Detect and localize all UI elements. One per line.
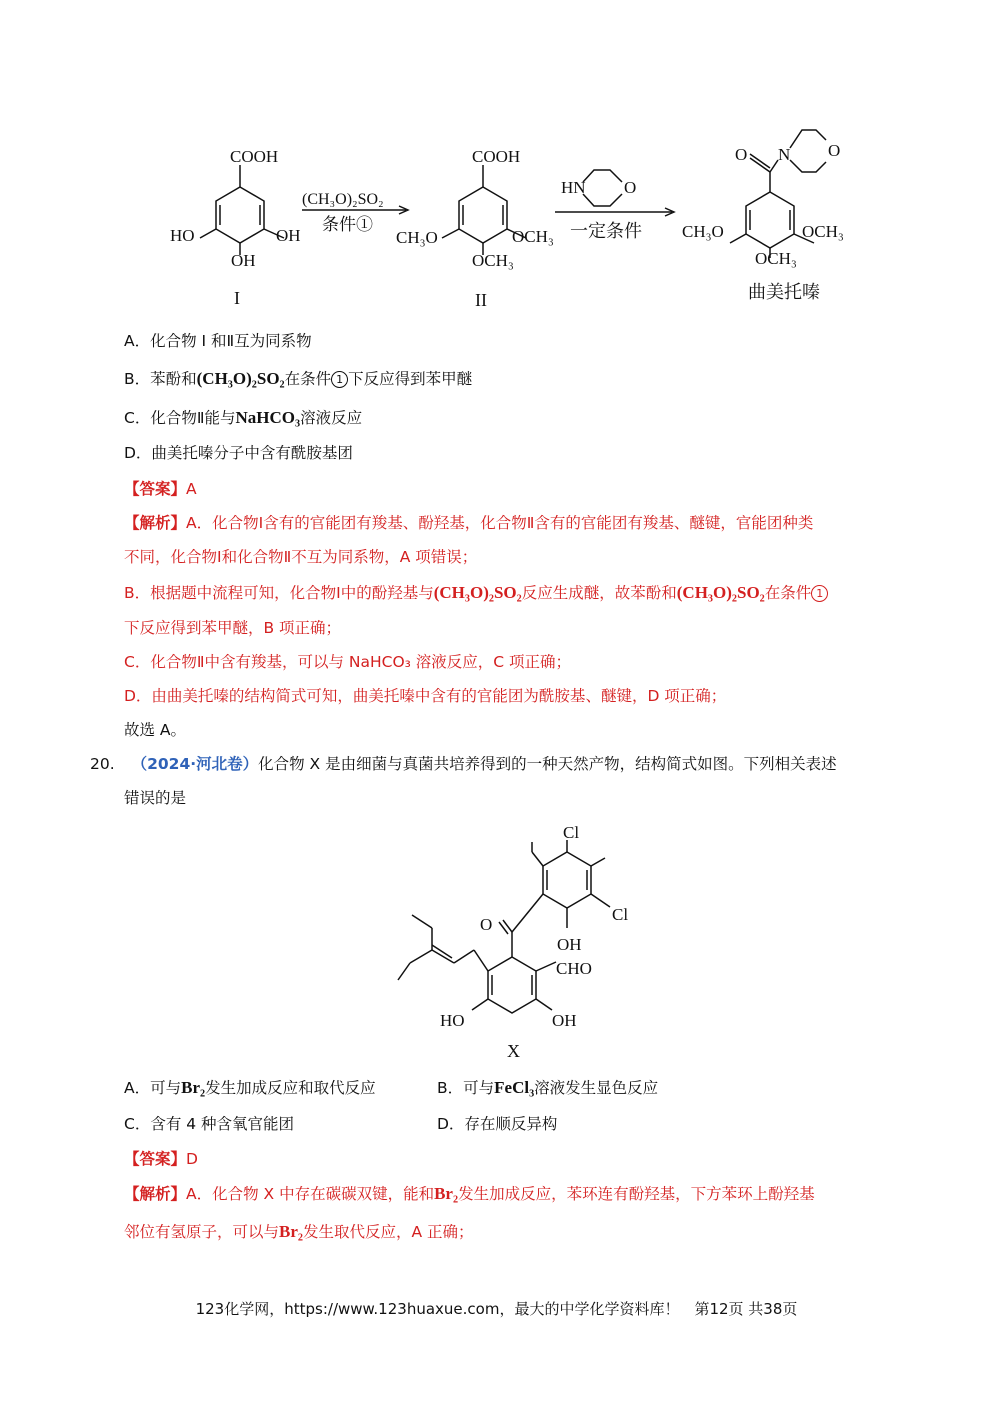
- mol3-ring-o: O: [828, 141, 841, 160]
- q20-option-c: C．含有 4 种含氧官能团: [124, 1115, 295, 1133]
- q19-option-b: B．苯酚和(CH₃O)₂SO₂在条件 1 下反应得到苯甲醚: [124, 369, 473, 388]
- q20-option-b: B．可与FeCl₃溶液发生显色反应: [437, 1078, 659, 1097]
- q19-option-d: D．曲美托嗪分子中含有酰胺基团: [124, 444, 353, 462]
- chem-formula: (CH₃O)₂SO₂: [196, 369, 285, 388]
- mol1-bottom-oh: OH: [231, 251, 256, 270]
- arrow1-condition: 条件①: [322, 215, 373, 234]
- q19-explanation-1a: 【解析】A．化合物Ⅰ含有的官能团有羧基、酚羟基，化合物Ⅱ含有的官能团有羧基、醚键，官能团种类: [124, 514, 814, 532]
- x-label: X: [507, 1041, 520, 1061]
- x-oh-right: OH: [552, 1011, 577, 1030]
- q19-option-c: C．化合物Ⅱ能与NaHCO₃溶液反应: [124, 408, 363, 427]
- circled-number: 1: [331, 371, 348, 388]
- mol3-label: 曲美托嗪: [748, 282, 820, 302]
- x-cl-top: Cl: [563, 823, 580, 842]
- x-oh-mid: OH: [557, 935, 582, 954]
- mol2-label: II: [475, 290, 487, 310]
- q19-option-a: A．化合物 I 和Ⅱ互为同系物: [124, 332, 312, 350]
- mol1-label: I: [234, 288, 240, 308]
- mol2-cooh: COOH: [472, 147, 521, 166]
- reagent-hn: HN: [561, 178, 586, 197]
- q20-option-a: A．可与Br₂发生加成反应和取代反应: [124, 1078, 376, 1097]
- mol3-left-och3: CH₃O: [682, 222, 724, 241]
- reagent-o: O: [624, 178, 637, 197]
- q19-explanation-1b: 不同，化合物Ⅰ和化合物Ⅱ不互为同系物，A 项错误；: [124, 548, 478, 566]
- molecule-x-structure: [360, 810, 660, 1065]
- page-footer: 123化学网，https://www.123huaxue.com，最大的中学化学资料库！ 第12页 共38页: [195, 1300, 798, 1318]
- question-number: 20.: [90, 755, 115, 773]
- arrow2-condition: 一定条件: [570, 221, 642, 241]
- x-cho: CHO: [556, 959, 592, 978]
- mol3-right-och3: OCH₃: [802, 222, 844, 241]
- q19-explanation-4: D．由曲美托嗪的结构简式可知，曲美托嗪中含有的官能团为酰胺基、醚键，D 项正确；: [124, 687, 727, 705]
- x-cl-right: Cl: [612, 905, 629, 924]
- q20-stem-2: 错误的是: [124, 789, 187, 807]
- q19-explanation-3: C．化合物Ⅱ中含有羧基，可以与 NaHCO₃ 溶液反应，C 项正确；: [124, 653, 572, 671]
- q19-explanation-2a: B．根据题中流程可知，化合物Ⅰ中的酚羟基与(CH₃O)₂SO₂反应生成醚，故苯酚和(CH₃O)₂SO₂在条件 1: [124, 582, 828, 604]
- x-carbonyl-o: O: [480, 915, 493, 934]
- mol2-right-och3: OCH₃: [512, 227, 554, 246]
- q19-conclusion: 故选 A。: [124, 721, 187, 739]
- q20-explanation-1a: 【解析】A．化合物 X 中存在碳碳双键，能和Br₂发生加成反应，苯环连有酚羟基，下方苯环上酚羟基: [124, 1184, 815, 1203]
- q19-explanation-2b: 下反应得到苯甲醚，B 项正确；: [124, 619, 342, 637]
- question-source: （2024·河北卷）: [131, 755, 259, 773]
- q20-option-d: D．存在顺反异构: [437, 1115, 558, 1133]
- q19-answer: 【答案】A: [124, 480, 197, 498]
- q20-answer: 【答案】D: [124, 1150, 198, 1168]
- q20-stem-1: 20. （2024·河北卷）化合物 X 是由细菌与真菌共培养得到的一种天然产物，结构简式如图。下列相关表述: [90, 755, 837, 773]
- mol3-amide-n: N: [778, 145, 791, 164]
- mol2-left-och3: CH₃O: [396, 228, 438, 247]
- chem-formula: NaHCO₃: [235, 408, 301, 427]
- reaction-scheme: [150, 120, 870, 315]
- x-oh-left: HO: [440, 1011, 465, 1030]
- q20-explanation-1b: 邻位有氢原子，可以与Br₂发生取代反应，A 正确；: [124, 1222, 474, 1241]
- mol2-bottom-och3: OCH₃: [472, 251, 514, 270]
- mol1-left-oh: HO: [170, 226, 195, 245]
- mol3-carbonyl-o: O: [735, 145, 748, 164]
- arrow1-reagent: (CH₃O)₂SO₂: [302, 191, 384, 208]
- mol3-bottom-och3: OCH₃: [755, 249, 797, 268]
- mol1-right-oh: OH: [276, 226, 301, 245]
- mol1-cooh: COOH: [230, 147, 279, 166]
